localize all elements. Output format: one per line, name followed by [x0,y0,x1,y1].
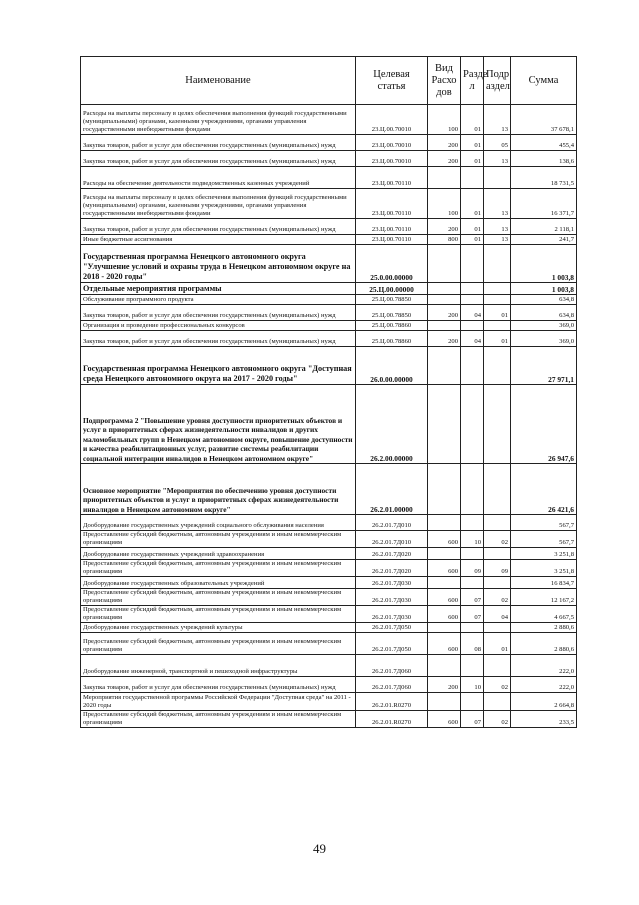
row-section: 04 [461,305,484,321]
row-name: Дооборудование государственных учреждений культуры [81,623,356,633]
row-sum: 222,0 [511,677,577,693]
row-code: 26.2.01.00000 [356,464,428,515]
row-code: 23.Ц.00.70110 [356,167,428,189]
table-row [81,515,577,531]
table-row [81,677,577,693]
row-sum: 455,4 [511,135,577,151]
row-code: 26.2.01.7Д030 [356,577,428,589]
row-name: Организация и проведение профессиональных конкурсов [81,321,356,331]
row-subsection [484,321,511,331]
row-code: 23.Ц.00.70010 [356,135,428,151]
row-section: 07 [461,711,484,728]
row-type [428,385,461,464]
row-section: 01 [461,219,484,235]
row-type [428,464,461,515]
row-type: 100 [428,105,461,135]
table-row [81,385,577,464]
row-sum: 12 167,2 [511,589,577,606]
row-type [428,623,461,633]
row-code: 23.Ц.00.70010 [356,151,428,167]
row-name: Предоставление субсидий бюджетным, автономным учреждениям и иным некоммерческим организациям [81,711,356,728]
row-subsection [484,693,511,711]
row-sum: 2 880,6 [511,623,577,633]
row-name: Предоставление субсидий бюджетным, автономным учреждениям и иным некоммерческим организациям [81,589,356,606]
row-type [428,693,461,711]
row-name: Предоставление субсидий бюджетным, автономным учреждениям и иным некоммерческим организациям [81,633,356,655]
table-row [81,464,577,515]
row-code: 26.2.01.7Д020 [356,548,428,560]
row-code: 26.2.01.7Д010 [356,515,428,531]
row-section [461,693,484,711]
table-row [81,283,577,295]
row-type [428,577,461,589]
header-type: Вид Расхо дов [428,57,461,105]
row-type [428,295,461,305]
row-code: 25.Ц.00.00000 [356,283,428,295]
budget-table [80,56,577,728]
row-type: 200 [428,305,461,321]
row-section [461,515,484,531]
header-name: Наименование [81,57,356,105]
table-row [81,577,577,589]
row-name: Дооборудование инженерной, транспортной и пешеходной инфраструктуры [81,655,356,677]
row-name: Закупка товаров, работ и услуг для обеспечения государственных (муниципальных) нужд [81,151,356,167]
row-type [428,347,461,385]
row-type [428,321,461,331]
row-sum: 634,8 [511,295,577,305]
table-body [81,105,577,728]
row-type: 200 [428,151,461,167]
row-name: Государственная программа Ненецкого автономного округа "Доступная среда Ненецкого автономного округа на 2017 - 2020 годы" [81,347,356,385]
header-code: Целевая статья [356,57,428,105]
row-section: 01 [461,235,484,245]
row-section: 01 [461,135,484,151]
row-section: 10 [461,677,484,693]
row-subsection: 02 [484,711,511,728]
row-sum: 16 371,7 [511,189,577,219]
row-section [461,167,484,189]
row-name: Предоставление субсидий бюджетным, автономным учреждениям и иным некоммерческим организациям [81,560,356,577]
row-code: 26.2.01.7Д060 [356,655,428,677]
row-code: 26.2.01.R0270 [356,693,428,711]
row-section [461,464,484,515]
row-code: 26.2.01.7Д060 [356,677,428,693]
row-name: Закупка товаров, работ и услуг для обеспечения государственных (муниципальных) нужд [81,677,356,693]
row-name: Дооборудование государственных учреждений здравоохранения [81,548,356,560]
row-code: 26.0.00.00000 [356,347,428,385]
row-code: 25.Ц.00.78850 [356,305,428,321]
row-sum: 369,0 [511,331,577,347]
row-subsection: 02 [484,589,511,606]
row-subsection: 13 [484,189,511,219]
row-type: 600 [428,589,461,606]
row-subsection [484,385,511,464]
page-number: 49 [313,841,326,856]
row-type [428,167,461,189]
row-section: 01 [461,105,484,135]
row-section: 07 [461,606,484,623]
row-type: 200 [428,677,461,693]
row-type [428,245,461,283]
row-code: 26.2.01.R0270 [356,711,428,728]
row-subsection: 05 [484,135,511,151]
row-type: 200 [428,331,461,347]
row-sum: 233,5 [511,711,577,728]
row-name: Расходы на выплаты персоналу в целях обеспечения выполнения функций государственными (муниципальными) органами, казенными учреждениями, органами управления государственными внебюджетными фондами [81,189,356,219]
row-sum: 634,8 [511,305,577,321]
row-subsection: 02 [484,531,511,548]
row-sum: 1 003,8 [511,283,577,295]
row-code: 23.Ц.00.70010 [356,105,428,135]
row-sum: 138,6 [511,151,577,167]
header-row [81,57,577,105]
table-row [81,548,577,560]
table-row [81,235,577,245]
row-section [461,283,484,295]
row-name: Подпрограмма 2 "Повышение уровня доступности приоритетных объектов и услуг в приоритетных сферах жизнедеятельности инвалидов и других маломобильных групп в Ненецком автономном округе, повышение доступности и качества реабилитационных услуг, развитие системы реабилитации социальной интеграции инвалидов в Ненецком автономном округе" [81,385,356,464]
row-name: Закупка товаров, работ и услуг для обеспечения государственных (муниципальных) нужд [81,219,356,235]
row-sum: 3 251,8 [511,560,577,577]
row-name: Дооборудование государственных образовательных учреждений [81,577,356,589]
table-row [81,531,577,548]
table-row [81,606,577,623]
row-sum: 241,7 [511,235,577,245]
table-row [81,589,577,606]
row-name: Предоставление субсидий бюджетным, автономным учреждениям и иным некоммерческим организациям [81,606,356,623]
row-code: 26.2.01.7Д050 [356,633,428,655]
row-sum: 3 251,8 [511,548,577,560]
row-sum: 27 971,1 [511,347,577,385]
row-code: 25.0.00.00000 [356,245,428,283]
row-section: 07 [461,589,484,606]
row-subsection [484,464,511,515]
row-subsection [484,295,511,305]
row-subsection: 01 [484,633,511,655]
table-row [81,167,577,189]
table-row [81,633,577,655]
row-name: Расходы на выплаты персоналу в целях обеспечения выполнения функций государственными (муниципальными) органами, казенными учреждениями, органами управления государственными внебюджетными фондами [81,105,356,135]
table-row [81,347,577,385]
table-row [81,295,577,305]
table-row [81,135,577,151]
row-section [461,385,484,464]
row-code: 26.2.00.00000 [356,385,428,464]
row-section [461,321,484,331]
row-type: 600 [428,531,461,548]
row-subsection [484,623,511,633]
header-section: Разде л [461,57,484,105]
row-sum: 26 947,6 [511,385,577,464]
table-row [81,331,577,347]
row-sum: 2 664,8 [511,693,577,711]
table-row [81,623,577,633]
row-section [461,295,484,305]
header-subsection: Подр аздел [484,57,511,105]
table-row [81,711,577,728]
row-subsection: 04 [484,606,511,623]
row-section: 01 [461,189,484,219]
row-subsection: 13 [484,235,511,245]
row-subsection [484,245,511,283]
row-name: Иные бюджетные ассигнования [81,235,356,245]
row-subsection: 09 [484,560,511,577]
row-sum: 2 118,1 [511,219,577,235]
table-row [81,219,577,235]
row-section [461,347,484,385]
row-subsection [484,655,511,677]
row-sum: 567,7 [511,515,577,531]
row-name: Дооборудование государственных учреждений социального обслуживания населения [81,515,356,531]
row-type: 600 [428,560,461,577]
row-code: 26.2.01.7Д020 [356,560,428,577]
row-section [461,577,484,589]
row-name: Закупка товаров, работ и услуг для обеспечения государственных (муниципальных) нужд [81,331,356,347]
row-subsection [484,577,511,589]
row-sum: 26 421,6 [511,464,577,515]
row-name: Основное мероприятие "Мероприятия по обеспечению уровня доступности приоритетных объектов и услуг в приоритетных сферах жизнедеятельности инвалидов в Ненецком автономном округе" [81,464,356,515]
header-sum: Сумма [511,57,577,105]
row-type [428,548,461,560]
row-sum: 567,7 [511,531,577,548]
table-row [81,105,577,135]
row-subsection: 13 [484,151,511,167]
row-sum: 18 731,5 [511,167,577,189]
row-name: Предоставление субсидий бюджетным, автономным учреждениям и иным некоммерческим организациям [81,531,356,548]
row-section [461,548,484,560]
row-code: 25.Ц.00.78860 [356,331,428,347]
table-row [81,321,577,331]
row-type [428,283,461,295]
row-type: 600 [428,711,461,728]
row-type: 800 [428,235,461,245]
row-subsection: 01 [484,331,511,347]
row-subsection [484,283,511,295]
row-sum: 1 003,8 [511,245,577,283]
row-section: 04 [461,331,484,347]
row-code: 25.Ц.00.78850 [356,295,428,305]
row-subsection [484,347,511,385]
table-row [81,305,577,321]
row-section: 09 [461,560,484,577]
row-subsection [484,167,511,189]
row-name: Закупка товаров, работ и услуг для обеспечения государственных (муниципальных) нужд [81,305,356,321]
row-subsection: 02 [484,677,511,693]
row-code: 26.2.01.7Д030 [356,589,428,606]
row-code: 26.2.01.7Д010 [356,531,428,548]
row-type: 600 [428,633,461,655]
row-type: 200 [428,135,461,151]
row-section: 08 [461,633,484,655]
row-type [428,515,461,531]
row-code: 25.Ц.00.78860 [356,321,428,331]
row-sum: 37 678,1 [511,105,577,135]
row-name: Отдельные мероприятия программы [81,283,356,295]
row-name: Закупка товаров, работ и услуг для обеспечения государственных (муниципальных) нужд [81,135,356,151]
row-section [461,623,484,633]
table-row [81,151,577,167]
row-type: 200 [428,219,461,235]
row-code: 23.Ц.00.70110 [356,235,428,245]
row-name: Мероприятия государственной программы Российской Федерации "Доступная среда" на 2011 - 2020 годы [81,693,356,711]
row-section: 01 [461,151,484,167]
row-type: 600 [428,606,461,623]
table-row [81,693,577,711]
row-code: 26.2.01.7Д050 [356,623,428,633]
row-subsection: 13 [484,219,511,235]
row-type [428,655,461,677]
row-name: Расходы на обеспечение деятельности подведомственных казенных учреждений [81,167,356,189]
table-row [81,655,577,677]
row-sum: 4 667,5 [511,606,577,623]
row-code: 26.2.01.7Д030 [356,606,428,623]
row-section [461,655,484,677]
row-code: 23.Ц.00.70110 [356,189,428,219]
row-subsection: 01 [484,305,511,321]
row-section: 10 [461,531,484,548]
row-subsection: 13 [484,105,511,135]
row-name: Государственная программа Ненецкого автономного округа "Улучшение условий и охраны труда в Ненецком автономном округе на 2018 - 2020 годы" [81,245,356,283]
row-section [461,245,484,283]
table-row [81,560,577,577]
row-type: 100 [428,189,461,219]
row-sum: 369,0 [511,321,577,331]
row-subsection [484,548,511,560]
row-sum: 222,0 [511,655,577,677]
row-code: 23.Ц.00.70110 [356,219,428,235]
row-sum: 2 880,6 [511,633,577,655]
row-subsection [484,515,511,531]
row-sum: 16 834,7 [511,577,577,589]
table-row [81,245,577,283]
row-name: Обслуживание программного продукта [81,295,356,305]
table-row [81,189,577,219]
